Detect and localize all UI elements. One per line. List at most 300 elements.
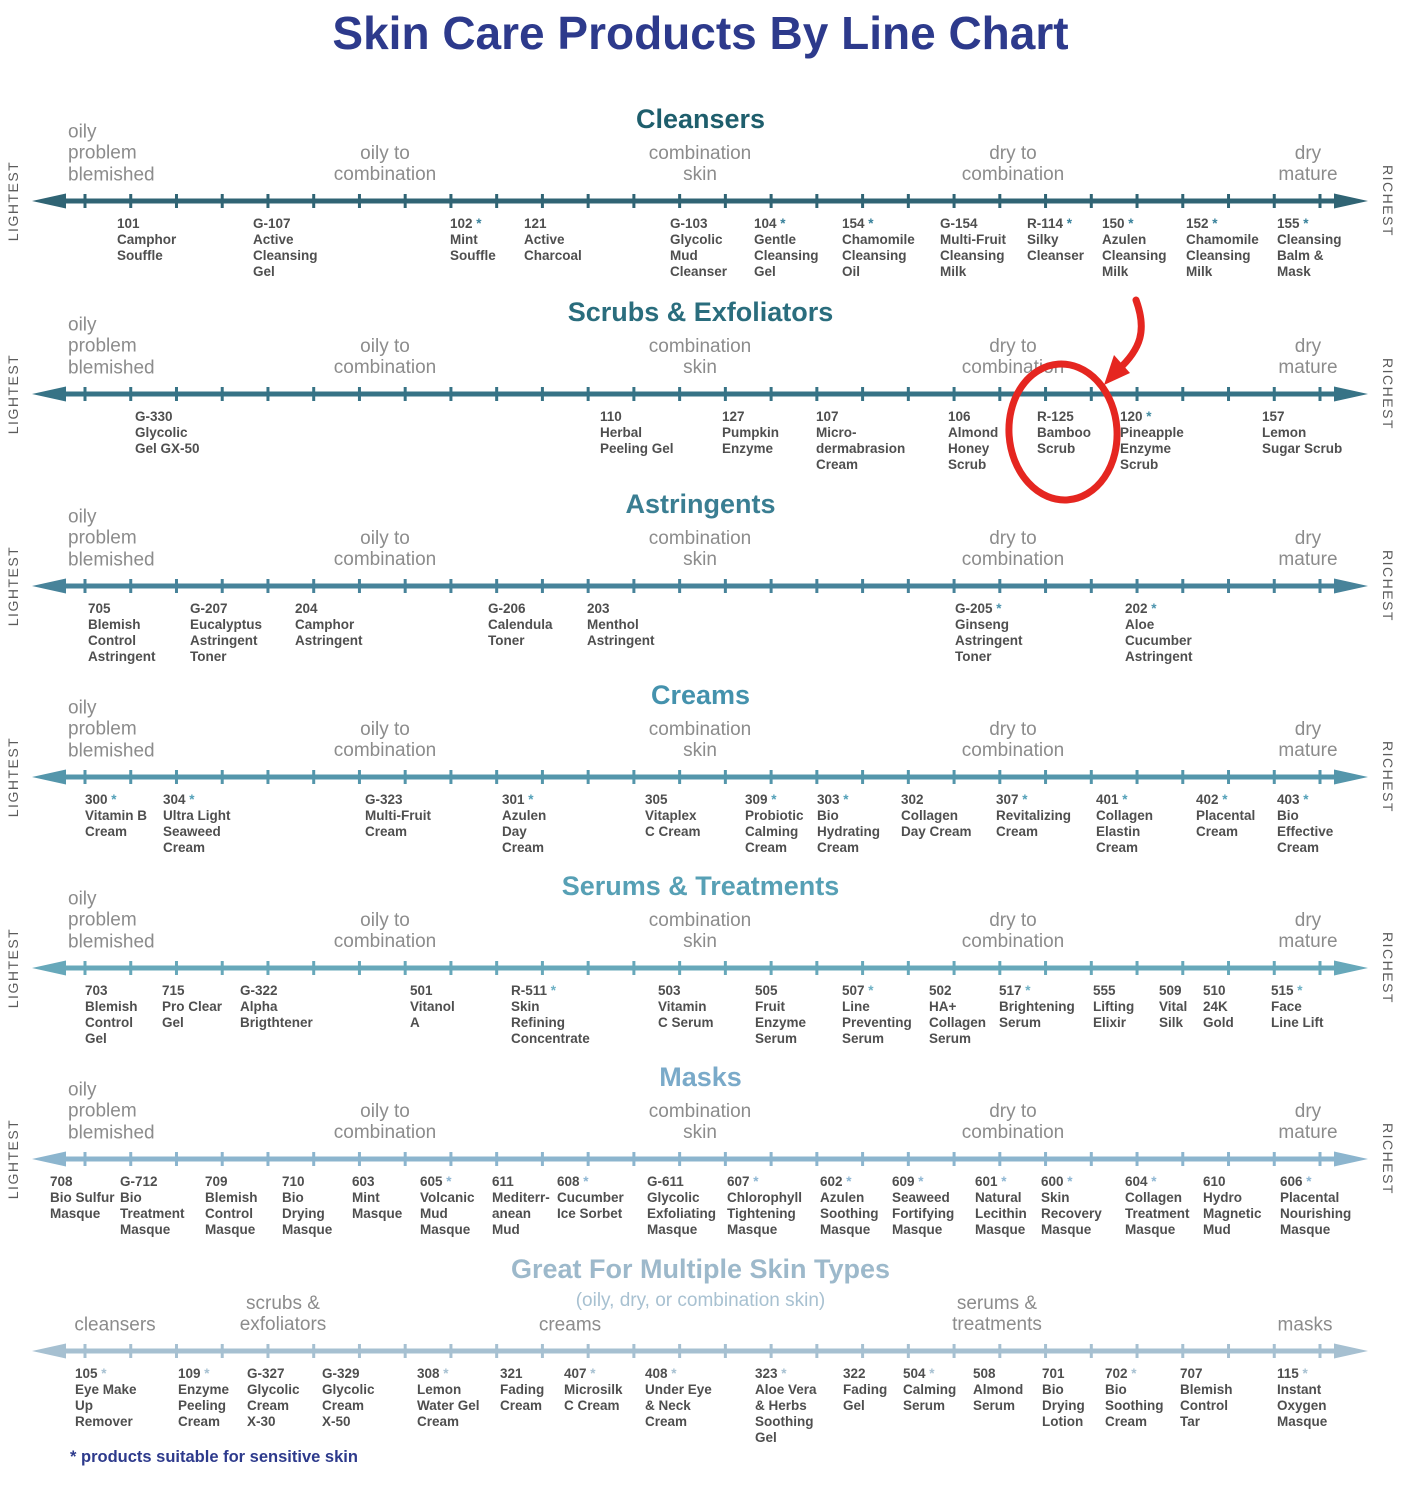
product-name-line: Concentrate bbox=[511, 1030, 590, 1046]
product-name-line: Active bbox=[524, 231, 565, 247]
product-label bbox=[120, 1174, 185, 1238]
product-code: 304 * bbox=[163, 792, 195, 807]
product-name-line: Mud bbox=[1203, 1221, 1231, 1237]
product-label bbox=[1042, 1366, 1085, 1430]
product-name-line: Masque bbox=[120, 1221, 171, 1237]
product-label bbox=[502, 792, 546, 856]
product-name-line: Cream bbox=[417, 1413, 460, 1429]
sensitive-skin-star: * bbox=[1299, 216, 1309, 231]
product-code: 407 * bbox=[564, 1366, 596, 1381]
product-code: 105 * bbox=[75, 1366, 107, 1381]
product-code: 204 bbox=[295, 601, 318, 616]
section-multiple-skin-types bbox=[0, 1250, 1401, 1450]
product-name-line: Fortifying bbox=[892, 1205, 955, 1221]
timeline-arrow bbox=[30, 190, 1370, 212]
product-label bbox=[88, 601, 156, 665]
product-name-line: Control bbox=[205, 1205, 253, 1221]
sensitive-skin-star: * bbox=[524, 792, 534, 807]
product-name-line: Calendula bbox=[488, 616, 553, 632]
lightest-label: LIGHTEST bbox=[5, 1118, 21, 1200]
product-name-line: Blemish bbox=[88, 616, 141, 632]
product-name-line: Natural bbox=[975, 1189, 1022, 1205]
product-code: 401 * bbox=[1096, 792, 1128, 807]
product-code: 602 * bbox=[820, 1174, 852, 1189]
product-name-line: Astringent bbox=[190, 632, 258, 648]
sensitive-skin-star: * bbox=[439, 1366, 449, 1381]
product-code: G-154 bbox=[940, 216, 978, 231]
product-code: 106 bbox=[948, 409, 971, 424]
product-code: 606 * bbox=[1280, 1174, 1312, 1189]
product-label bbox=[955, 601, 1023, 665]
product-name-line: Mint bbox=[352, 1189, 380, 1205]
product-label bbox=[929, 983, 986, 1047]
product-name-line: Cream bbox=[1096, 839, 1139, 855]
sensitive-skin-star: * bbox=[586, 1366, 596, 1381]
richest-label: RICHEST bbox=[1380, 741, 1396, 813]
product-label bbox=[670, 216, 727, 280]
product-code: 110 bbox=[600, 409, 622, 424]
product-label bbox=[645, 1366, 712, 1430]
product-code: 202 * bbox=[1125, 601, 1157, 616]
product-name-line: Fading bbox=[843, 1381, 888, 1397]
product-code: G-327 bbox=[247, 1366, 285, 1381]
product-name-line: Bio bbox=[282, 1189, 304, 1205]
section-creams bbox=[0, 676, 1401, 876]
product-name-line: Astringent bbox=[1125, 648, 1193, 664]
product-name-line: Seaweed bbox=[163, 823, 221, 839]
product-name-line: Line Lift bbox=[1271, 1014, 1324, 1030]
product-name-line: Treatment bbox=[120, 1205, 185, 1221]
product-name-line: Scrub bbox=[1120, 456, 1159, 472]
lightest-label: LIGHTEST bbox=[5, 736, 21, 818]
product-name-line: Cream bbox=[817, 839, 860, 855]
zone-label: dry mature bbox=[1278, 719, 1338, 762]
product-name-line: Gel GX-50 bbox=[135, 440, 200, 456]
product-name-line: Cream bbox=[996, 823, 1039, 839]
product-name-line: Blemish bbox=[205, 1189, 258, 1205]
product-code: G-712 bbox=[120, 1174, 158, 1189]
product-name-line: Aloe Vera bbox=[755, 1381, 817, 1397]
product-name-line: Seaweed bbox=[892, 1189, 950, 1205]
product-name-line: Scrub bbox=[1037, 440, 1076, 456]
product-code: 509 bbox=[1159, 983, 1182, 998]
product-name-line: Micro- bbox=[816, 424, 857, 440]
section-heading-serums-treatments: Serums & Treatments bbox=[561, 871, 840, 901]
product-name-line: Serum bbox=[999, 1014, 1042, 1030]
sensitive-skin-star: * bbox=[1208, 216, 1218, 231]
product-name-line: Masque bbox=[1041, 1221, 1092, 1237]
product-name-line: Aloe bbox=[1125, 616, 1155, 632]
product-code: 154 * bbox=[842, 216, 874, 231]
sensitive-skin-star: * bbox=[997, 1174, 1007, 1189]
product-name-line: Masque bbox=[1280, 1221, 1331, 1237]
sensitive-skin-star: * bbox=[925, 1366, 935, 1381]
product-name-line: Cream bbox=[163, 839, 206, 855]
zone-label: dry to combination bbox=[961, 143, 1065, 186]
product-code: G-103 bbox=[670, 216, 708, 231]
product-name-line: Cream bbox=[322, 1397, 365, 1413]
section-astringents bbox=[0, 485, 1401, 685]
product-code: 609 * bbox=[892, 1174, 924, 1189]
product-label bbox=[996, 792, 1071, 840]
product-name-line: Cream bbox=[816, 456, 859, 472]
product-label bbox=[820, 1174, 878, 1238]
product-name-line: Masque bbox=[282, 1221, 333, 1237]
zone-label: dry mature bbox=[1278, 143, 1338, 186]
product-label bbox=[492, 1174, 550, 1238]
product-label bbox=[488, 601, 553, 649]
product-label bbox=[253, 216, 318, 280]
product-label bbox=[1277, 216, 1342, 280]
product-label bbox=[647, 1174, 716, 1238]
product-name-line: Cleansing bbox=[1277, 231, 1342, 247]
product-code: 323 * bbox=[755, 1366, 787, 1381]
zone-label: serums & treatments bbox=[952, 1293, 1042, 1336]
product-name-line: 24K bbox=[1203, 998, 1228, 1014]
timeline-cleansers bbox=[30, 190, 1370, 212]
product-name-line: Bio Sulfur bbox=[50, 1189, 115, 1205]
product-name-line: Volcanic bbox=[420, 1189, 475, 1205]
section-heading-scrubs-exfoliators: Scrubs & Exfoliators bbox=[567, 297, 834, 327]
zone-label: oily to combination bbox=[333, 1101, 437, 1144]
product-name-line: Fruit bbox=[755, 998, 785, 1014]
product-name-line: Bio bbox=[1105, 1381, 1127, 1397]
product-code: 501 bbox=[410, 983, 433, 998]
product-name-line: Eucalyptus bbox=[190, 616, 263, 632]
product-name-line: Multi-Fruit bbox=[940, 231, 1006, 247]
product-code: 600 * bbox=[1041, 1174, 1073, 1189]
product-label bbox=[282, 1174, 332, 1238]
product-name-line: Skin bbox=[511, 998, 540, 1014]
product-name-line: Masque bbox=[420, 1221, 471, 1237]
product-code: 603 bbox=[352, 1174, 375, 1189]
product-name-line: Cream bbox=[1277, 839, 1320, 855]
product-label bbox=[600, 409, 674, 457]
sensitive-skin-star: * bbox=[1218, 792, 1228, 807]
product-label bbox=[557, 1174, 624, 1222]
product-name-line: Ice Sorbet bbox=[557, 1205, 623, 1221]
product-name-line: Control bbox=[1180, 1397, 1228, 1413]
product-name-line: Cream bbox=[1105, 1413, 1148, 1429]
product-name-line: Soothing bbox=[1105, 1397, 1164, 1413]
product-label bbox=[1125, 601, 1193, 665]
product-label bbox=[1186, 216, 1259, 280]
product-name-line: Gel bbox=[85, 1030, 107, 1046]
product-name-line: Under Eye bbox=[645, 1381, 712, 1397]
product-code: 305 bbox=[645, 792, 668, 807]
sensitive-skin-star: * bbox=[776, 216, 786, 231]
product-label bbox=[1125, 1174, 1190, 1238]
sensitive-skin-star: * bbox=[1147, 601, 1157, 616]
product-label bbox=[1277, 792, 1333, 856]
product-label bbox=[587, 601, 655, 649]
product-code: 503 bbox=[658, 983, 681, 998]
product-name-line: Soothing bbox=[755, 1413, 814, 1429]
product-name-line: Peeling bbox=[178, 1397, 227, 1413]
product-name-line: Chlorophyll bbox=[727, 1189, 802, 1205]
zone-label: oily problem blemished bbox=[68, 1079, 155, 1144]
product-name-line: Glycolic bbox=[135, 424, 188, 440]
product-code: G-322 bbox=[240, 983, 278, 998]
product-name-line: Cleansing bbox=[842, 247, 907, 263]
sensitive-skin-star: * bbox=[1293, 983, 1303, 998]
sensitive-skin-star: * bbox=[200, 1366, 210, 1381]
product-name-line: Cream bbox=[85, 823, 128, 839]
product-name-line: Gel bbox=[754, 263, 776, 279]
product-code: 611 bbox=[492, 1174, 514, 1189]
product-code: 109 * bbox=[178, 1366, 210, 1381]
product-code: 608 * bbox=[557, 1174, 589, 1189]
product-name-line: Toner bbox=[955, 648, 992, 664]
product-code: 715 bbox=[162, 983, 185, 998]
product-label bbox=[420, 1174, 475, 1238]
sensitive-skin-star: * bbox=[579, 1174, 589, 1189]
product-name-line: Lemon bbox=[417, 1381, 462, 1397]
product-label bbox=[903, 1366, 956, 1414]
page-title: Skin Care Products By Line Chart bbox=[332, 7, 1069, 59]
product-label bbox=[1093, 983, 1134, 1031]
product-code: 300 * bbox=[85, 792, 117, 807]
product-name-line: Serum bbox=[973, 1397, 1016, 1413]
product-name-line: Peeling Gel bbox=[600, 440, 674, 456]
sensitive-skin-star: * bbox=[472, 216, 482, 231]
product-name-line: Lotion bbox=[1042, 1413, 1084, 1429]
product-name-line: Elixir bbox=[1093, 1014, 1127, 1030]
product-name-line: Masque bbox=[647, 1221, 698, 1237]
zone-label: combination skin bbox=[648, 143, 752, 186]
product-name-line: Preventing bbox=[842, 1014, 912, 1030]
sensitive-skin-star: * bbox=[1302, 1174, 1312, 1189]
zone-label: dry to combination bbox=[961, 910, 1065, 953]
product-label bbox=[842, 216, 915, 280]
sensitive-skin-star: * bbox=[1298, 1366, 1308, 1381]
section-subtitle: (oily, dry, or combination skin) bbox=[575, 1290, 826, 1311]
product-label bbox=[975, 1174, 1027, 1238]
zone-label: dry mature bbox=[1278, 910, 1338, 953]
product-label bbox=[816, 409, 905, 473]
product-code: 508 bbox=[973, 1366, 996, 1381]
product-name-line: Bio bbox=[1277, 807, 1299, 823]
product-name-line: Cleanser bbox=[670, 263, 728, 279]
zone-label: dry mature bbox=[1278, 528, 1338, 571]
product-name-line: Blemish bbox=[85, 998, 138, 1014]
product-code: 115 * bbox=[1277, 1366, 1308, 1381]
product-name-line: Bio bbox=[1042, 1381, 1064, 1397]
product-name-line: Chamomile bbox=[842, 231, 915, 247]
product-name-line: Pumpkin bbox=[722, 424, 780, 440]
product-label bbox=[240, 983, 313, 1031]
product-name-line: Water Gel bbox=[417, 1397, 480, 1413]
product-name-line: Lecithin bbox=[975, 1205, 1027, 1221]
richest-label: RICHEST bbox=[1380, 932, 1396, 1004]
product-name-line: Silk bbox=[1159, 1014, 1184, 1030]
product-name-line: Ginseng bbox=[955, 616, 1010, 632]
product-label bbox=[755, 983, 806, 1047]
product-code: G-611 bbox=[647, 1174, 684, 1189]
zone-label: oily problem blemished bbox=[68, 697, 155, 762]
product-name-line: Cleansing bbox=[940, 247, 1005, 263]
product-name-line: Almond bbox=[973, 1381, 1024, 1397]
timeline-serums-treatments bbox=[30, 957, 1370, 979]
zone-label: dry mature bbox=[1278, 1101, 1338, 1144]
product-code: 402 * bbox=[1196, 792, 1228, 807]
zone-label: combination skin bbox=[648, 910, 752, 953]
product-code: 104 * bbox=[754, 216, 786, 231]
product-label bbox=[1120, 409, 1184, 473]
product-name-line: Skin bbox=[1041, 1189, 1070, 1205]
zone-label: oily to combination bbox=[333, 719, 437, 762]
richest-label: RICHEST bbox=[1380, 165, 1396, 237]
product-label bbox=[1027, 216, 1084, 264]
product-name-line: Up bbox=[75, 1397, 93, 1413]
product-name-line: Cleansing bbox=[754, 247, 819, 263]
product-name-line: Masque bbox=[205, 1221, 256, 1237]
product-name-line: Gentle bbox=[754, 231, 797, 247]
product-name-line: Treatment bbox=[1125, 1205, 1190, 1221]
product-code: 707 bbox=[1180, 1366, 1203, 1381]
timeline-arrow bbox=[30, 1148, 1370, 1170]
sensitive-skin-star: * bbox=[749, 1174, 759, 1189]
product-name-line: Gel bbox=[843, 1397, 865, 1413]
product-code: 303 * bbox=[817, 792, 849, 807]
sensitive-skin-star: * bbox=[107, 792, 117, 807]
product-name-line: Almond bbox=[948, 424, 999, 440]
product-name-line: Bio bbox=[120, 1189, 142, 1205]
product-code: R-511 * bbox=[511, 983, 557, 998]
product-name-line: Lemon bbox=[1262, 424, 1307, 440]
product-name-line: Mint bbox=[450, 231, 478, 247]
product-name-line: Glycolic bbox=[247, 1381, 300, 1397]
product-name-line: Cleansing bbox=[253, 247, 318, 263]
product-name-line: Placental bbox=[1196, 807, 1256, 823]
product-code: 610 bbox=[1203, 1174, 1226, 1189]
timeline-astringents bbox=[30, 575, 1370, 597]
zone-label: creams bbox=[538, 1314, 602, 1336]
product-name-line: Vital bbox=[1159, 998, 1188, 1014]
product-label bbox=[1196, 792, 1255, 840]
product-name-line: Multi-Fruit bbox=[365, 807, 431, 823]
product-name-line: Oil bbox=[842, 263, 861, 279]
product-name-line: Masque bbox=[352, 1205, 403, 1221]
zone-label: scrubs & exfoliators bbox=[239, 1293, 327, 1336]
product-name-line: Masque bbox=[975, 1221, 1026, 1237]
product-name-line: Tar bbox=[1180, 1413, 1201, 1429]
product-name-line: Gel bbox=[253, 263, 275, 279]
product-name-line: Microsilk bbox=[564, 1381, 623, 1397]
product-code: 703 bbox=[85, 983, 108, 998]
product-name-line: Calming bbox=[903, 1381, 957, 1397]
product-name-line: Souffle bbox=[450, 247, 496, 263]
product-name-line: Alpha bbox=[240, 998, 278, 1014]
product-code: 308 * bbox=[417, 1366, 449, 1381]
product-code: 408 * bbox=[645, 1366, 677, 1381]
product-label bbox=[417, 1366, 480, 1430]
product-label bbox=[754, 216, 819, 280]
product-name-line: Exfoliating bbox=[647, 1205, 717, 1221]
sensitive-skin-star: * bbox=[1127, 1366, 1137, 1381]
product-code: 702 * bbox=[1105, 1366, 1137, 1381]
product-name-line: Camphor bbox=[295, 616, 355, 632]
product-code: G-329 bbox=[322, 1366, 360, 1381]
product-name-line: Herbal bbox=[600, 424, 643, 440]
product-name-line: Effective bbox=[1277, 823, 1334, 839]
product-name-line: Gel bbox=[162, 1014, 184, 1030]
sensitive-skin-star: * bbox=[1124, 216, 1134, 231]
richest-label: RICHEST bbox=[1380, 550, 1396, 622]
section-masks bbox=[0, 1058, 1401, 1258]
product-name-line: Charcoal bbox=[524, 247, 582, 263]
product-code: 505 bbox=[755, 983, 778, 998]
product-name-line: & Neck bbox=[645, 1397, 691, 1413]
product-name-line: Vitamin B bbox=[85, 807, 148, 823]
product-name-line: Tightening bbox=[727, 1205, 796, 1221]
section-heading-creams: Creams bbox=[650, 680, 751, 710]
product-code: 709 bbox=[205, 1174, 228, 1189]
product-name-line: A bbox=[410, 1014, 420, 1030]
product-name-line: Bio bbox=[817, 807, 839, 823]
sensitive-skin-star: * bbox=[1018, 792, 1028, 807]
product-code: 710 bbox=[282, 1174, 305, 1189]
product-name-line: Masque bbox=[1125, 1221, 1176, 1237]
sensitive-skin-star: * bbox=[1021, 983, 1031, 998]
product-name-line: Astringent bbox=[295, 632, 363, 648]
product-name-line: Honey bbox=[948, 440, 990, 456]
product-label bbox=[450, 216, 496, 264]
product-name-line: Magnetic bbox=[1203, 1205, 1262, 1221]
product-name-line: Cleanser bbox=[1027, 247, 1085, 263]
sensitive-skin-star: * bbox=[1118, 792, 1128, 807]
zone-label: dry to combination bbox=[961, 336, 1065, 379]
product-label bbox=[843, 1366, 887, 1414]
sensitive-skin-star: * bbox=[1147, 1174, 1157, 1189]
product-name-line: Collagen bbox=[929, 1014, 987, 1030]
product-code: 701 bbox=[1042, 1366, 1065, 1381]
product-code: 152 * bbox=[1186, 216, 1218, 231]
product-name-line: Cream bbox=[500, 1397, 543, 1413]
timeline-multiple-skin-types bbox=[30, 1340, 1370, 1362]
product-name-line: Soothing bbox=[820, 1205, 879, 1221]
product-name-line: Cucumber bbox=[1125, 632, 1192, 648]
product-name-line: Milk bbox=[1186, 263, 1213, 279]
section-scrubs-exfoliators bbox=[0, 293, 1401, 493]
footnote: * products suitable for sensitive skin bbox=[70, 1448, 358, 1466]
product-label bbox=[524, 216, 582, 264]
product-name-line: Cream bbox=[1196, 823, 1239, 839]
sensitive-skin-star: * bbox=[767, 792, 777, 807]
product-code: 309 * bbox=[745, 792, 777, 807]
product-name-line: Chamomile bbox=[1186, 231, 1259, 247]
product-name-line: Enzyme bbox=[178, 1381, 230, 1397]
product-name-line: Mud bbox=[670, 247, 698, 263]
product-name-line: Serum bbox=[903, 1397, 946, 1413]
product-name-line: Souffle bbox=[117, 247, 163, 263]
product-label bbox=[322, 1366, 375, 1430]
product-name-line: Enzyme bbox=[722, 440, 774, 456]
product-name-line: Hydro bbox=[1203, 1189, 1243, 1205]
product-name-line: HA+ bbox=[929, 998, 957, 1014]
product-label bbox=[247, 1366, 300, 1430]
product-code: 302 bbox=[901, 792, 924, 807]
zone-label: dry mature bbox=[1278, 336, 1338, 379]
product-label bbox=[205, 1174, 258, 1238]
product-code: R-125 bbox=[1037, 409, 1074, 424]
product-label bbox=[135, 409, 200, 457]
product-name-line: Menthol bbox=[587, 616, 639, 632]
product-name-line: Scrub bbox=[948, 456, 987, 472]
product-name-line: Gold bbox=[1203, 1014, 1234, 1030]
product-code: 155 * bbox=[1277, 216, 1309, 231]
zone-label: oily to combination bbox=[333, 336, 437, 379]
